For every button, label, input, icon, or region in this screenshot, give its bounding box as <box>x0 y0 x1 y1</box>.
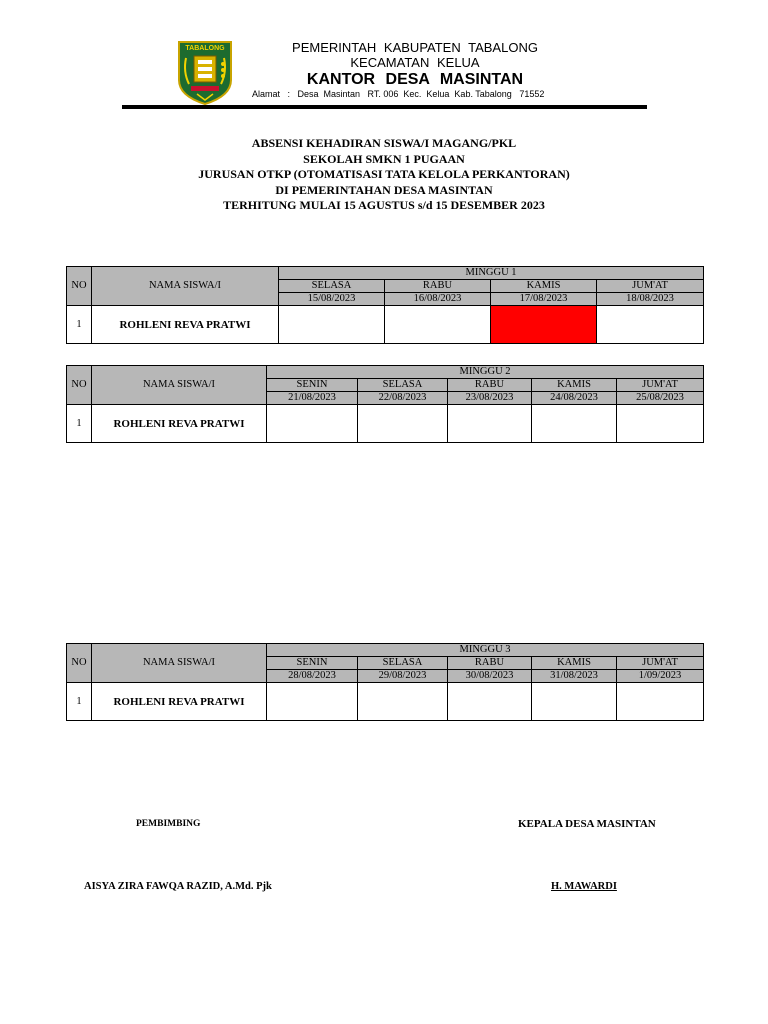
attendance-cell[interactable] <box>385 306 491 344</box>
table-row <box>67 306 704 344</box>
column-header-no: NO <box>67 267 92 306</box>
day-header: RABU <box>448 657 532 670</box>
date-header: 17/08/2023 <box>491 293 597 306</box>
tabalong-emblem-logo <box>177 40 233 106</box>
date-header: 18/08/2023 <box>597 293 704 306</box>
attendance-cell[interactable] <box>532 405 617 443</box>
student-name: ROHLENI REVA PRATWI <box>92 683 267 721</box>
logo-text: TABALONG <box>185 45 225 52</box>
day-header: RABU <box>448 379 532 392</box>
day-header: SENIN <box>267 379 358 392</box>
title-line-2: SEKOLAH SMKN 1 PUGAAN <box>303 151 465 166</box>
letterhead-district: KECAMATAN KELUA <box>350 55 480 70</box>
attendance-cell[interactable] <box>617 683 704 721</box>
date-header: 23/08/2023 <box>448 392 532 405</box>
student-name: ROHLENI REVA PRATWI <box>92 306 279 344</box>
attendance-cell[interactable] <box>448 405 532 443</box>
student-name: ROHLENI REVA PRATWI <box>92 405 267 443</box>
attendance-cell[interactable] <box>358 683 448 721</box>
letterhead-government: PEMERINTAH KABUPATEN TABALONG <box>292 40 538 55</box>
day-header: JUM'AT <box>617 379 704 392</box>
attendance-cell[interactable] <box>491 306 597 344</box>
column-header-name: NAMA SISWA/I <box>92 267 279 306</box>
row-number: 1 <box>67 683 92 721</box>
attendance-table-week-1 <box>66 266 704 344</box>
attendance-cell[interactable] <box>358 405 448 443</box>
attendance-cell[interactable] <box>279 306 385 344</box>
day-header: SELASA <box>358 657 448 670</box>
table-row <box>67 405 704 443</box>
column-header-no: NO <box>67 366 92 405</box>
date-header: 15/08/2023 <box>279 293 385 306</box>
letterhead-office: KANTOR DESA MASINTAN <box>306 71 524 88</box>
day-header: JUM'AT <box>597 280 704 293</box>
letterhead-address: Alamat : Desa Masintan RT. 006 Kec. Kelua Kab. Tabalong 71552 <box>252 89 545 99</box>
day-header: SELASA <box>279 280 385 293</box>
date-header: 29/08/2023 <box>358 670 448 683</box>
letterhead-divider <box>122 105 647 109</box>
row-number: 1 <box>67 405 92 443</box>
village-head-role: KEPALA DESA MASINTAN <box>518 818 656 830</box>
attendance-cell[interactable] <box>597 306 704 344</box>
attendance-table-week-3 <box>66 643 704 721</box>
date-header: 24/08/2023 <box>532 392 617 405</box>
week-label: MINGGU 1 <box>279 267 704 280</box>
row-number: 1 <box>67 306 92 344</box>
column-header-name: NAMA SISWA/I <box>92 366 267 405</box>
village-head-name: H. MAWARDI <box>551 881 617 892</box>
title-line-4: DI PEMERINTAHAN DESA MASINTAN <box>275 182 493 197</box>
column-header-no: NO <box>67 644 92 683</box>
date-header: 22/08/2023 <box>358 392 448 405</box>
column-header-name: NAMA SISWA/I <box>92 644 267 683</box>
date-header: 30/08/2023 <box>448 670 532 683</box>
title-line-3: JURUSAN OTKP (OTOMATISASI TATA KELOLA PERKANTORAN) <box>198 167 570 181</box>
date-header: 1/09/2023 <box>617 670 704 683</box>
document-title-block <box>100 136 668 214</box>
date-header: 31/08/2023 <box>532 670 617 683</box>
date-header: 16/08/2023 <box>385 293 491 306</box>
attendance-cell[interactable] <box>267 683 358 721</box>
week-label: MINGGU 2 <box>267 366 704 379</box>
title-line-1: ABSENSI KEHADIRAN SISWA/I MAGANG/PKL <box>251 136 517 150</box>
day-header: JUM'AT <box>617 657 704 670</box>
attendance-cell[interactable] <box>617 405 704 443</box>
attendance-table-week-2 <box>66 365 704 443</box>
table-row <box>67 683 704 721</box>
day-header: SELASA <box>358 379 448 392</box>
day-header: KAMIS <box>532 657 617 670</box>
supervisor-role: PEMBIMBING <box>136 819 201 829</box>
day-header: KAMIS <box>532 379 617 392</box>
attendance-cell[interactable] <box>532 683 617 721</box>
day-header: RABU <box>385 280 491 293</box>
day-header: SENIN <box>267 657 358 670</box>
day-header: KAMIS <box>491 280 597 293</box>
attendance-cell[interactable] <box>267 405 358 443</box>
attendance-cell[interactable] <box>448 683 532 721</box>
date-header: 25/08/2023 <box>617 392 704 405</box>
week-label: MINGGU 3 <box>267 644 704 657</box>
date-header: 21/08/2023 <box>267 392 358 405</box>
supervisor-name: AISYA ZIRA FAWQA RAZID, A.Md. Pjk <box>84 881 272 892</box>
date-header: 28/08/2023 <box>267 670 358 683</box>
letterhead <box>240 40 590 90</box>
title-line-5: TERHITUNG MULAI 15 AGUSTUS s/d 15 DESEMBER 2023 <box>223 198 545 212</box>
